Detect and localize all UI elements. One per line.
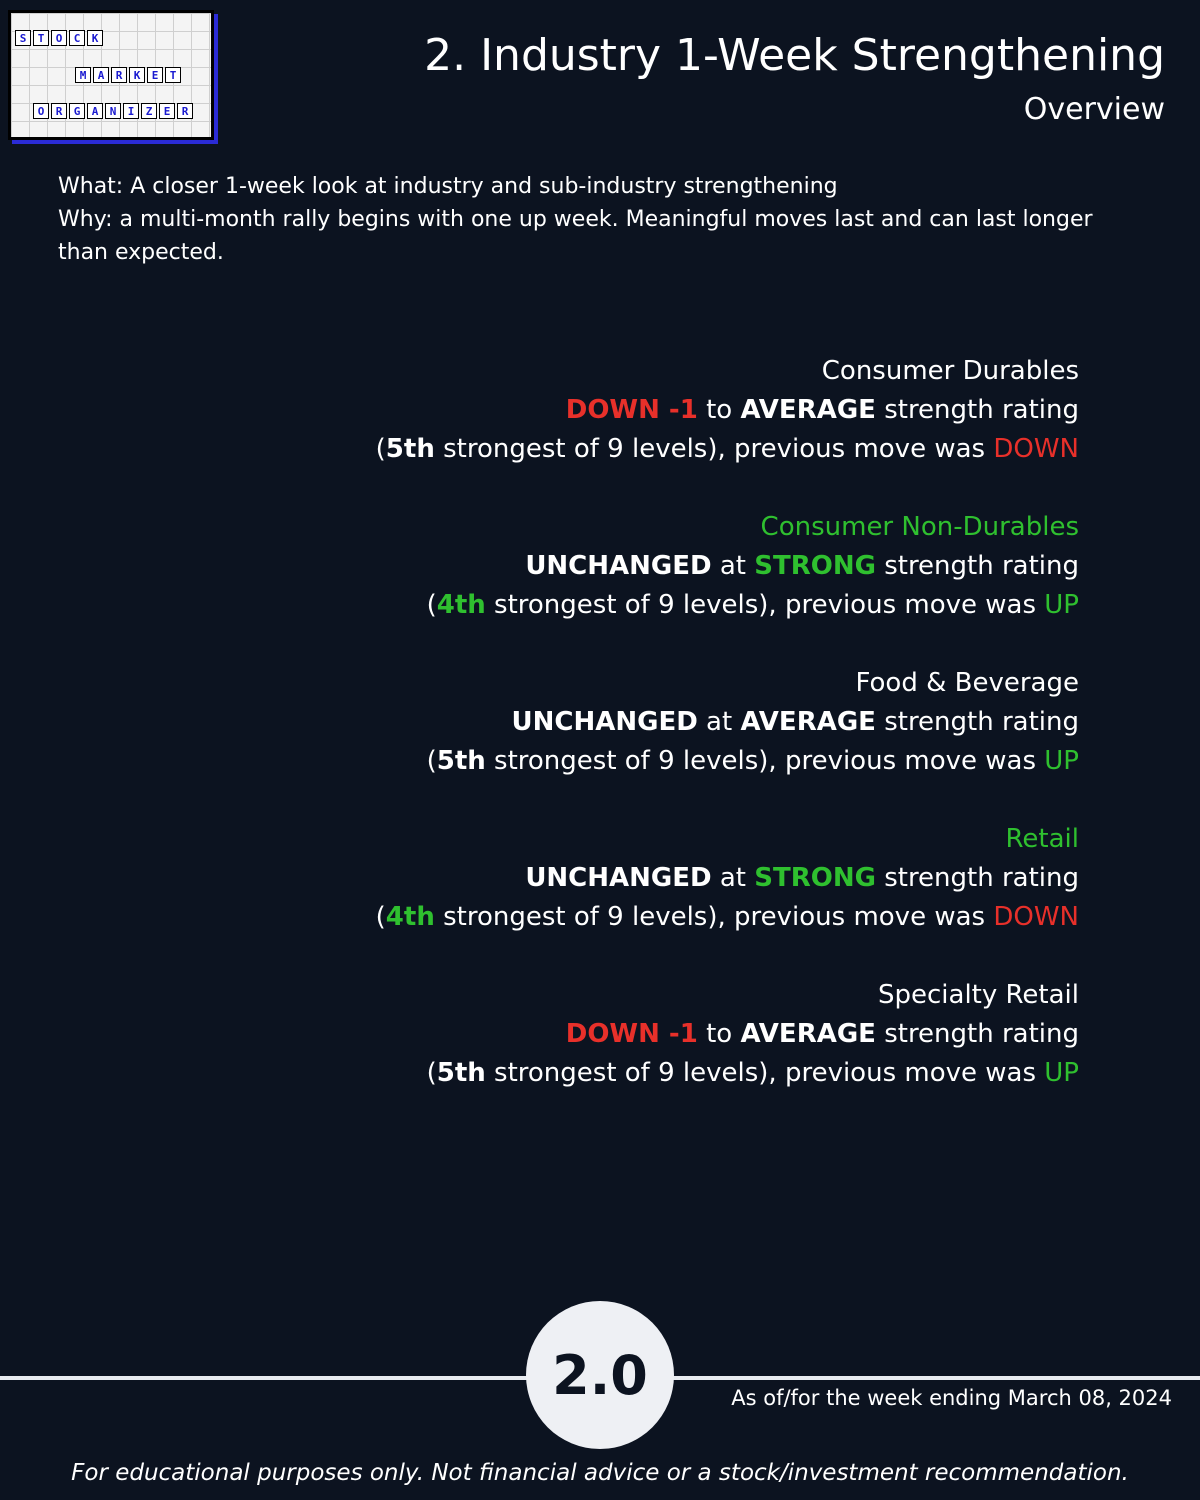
strength-line bbox=[179, 547, 1079, 586]
logo-letter: A bbox=[93, 67, 109, 83]
strength-suffix: strength rating bbox=[875, 395, 1079, 425]
logo-letter: T bbox=[33, 30, 49, 46]
rank-label: 5th bbox=[436, 1058, 486, 1088]
previous-move: UP bbox=[1044, 590, 1079, 620]
logo-letter: E bbox=[147, 67, 163, 83]
logo-letter: R bbox=[177, 103, 193, 119]
logo-letter: T bbox=[165, 67, 181, 83]
section-number-badge: 2.0 bbox=[526, 1301, 674, 1449]
strength-line bbox=[179, 859, 1079, 898]
rank-line bbox=[179, 586, 1079, 625]
logo-letter: I bbox=[123, 103, 139, 119]
connector: to bbox=[697, 1019, 741, 1049]
previous-move: UP bbox=[1044, 746, 1079, 776]
industry-item bbox=[179, 352, 1079, 469]
as-of-date: As of/for the week ending March 08, 2024 bbox=[731, 1386, 1172, 1410]
logo-letter: O bbox=[33, 103, 49, 119]
rank-suffix: strongest of 9 levels), previous move was bbox=[485, 590, 1045, 620]
connector: at bbox=[697, 707, 741, 737]
rank-line bbox=[179, 898, 1079, 937]
rank-suffix: strongest of 9 levels), previous move was bbox=[434, 902, 994, 932]
previous-move: UP bbox=[1044, 1058, 1079, 1088]
connector: at bbox=[711, 863, 755, 893]
page-title: 2. Industry 1-Week Strengthening bbox=[424, 30, 1165, 81]
logo-letter: S bbox=[15, 30, 31, 46]
connector: at bbox=[711, 551, 755, 581]
previous-move: DOWN bbox=[993, 902, 1079, 932]
logo-letter: R bbox=[111, 67, 127, 83]
strength-suffix: strength rating bbox=[875, 551, 1079, 581]
rating-label: AVERAGE bbox=[740, 395, 876, 425]
intro-why: Why: a multi-month rally begins with one up week. Meaningful moves last and can last longer than expected. bbox=[58, 207, 1093, 265]
move-label: UNCHANGED bbox=[525, 863, 712, 893]
move-label: UNCHANGED bbox=[525, 551, 712, 581]
connector: to bbox=[697, 395, 741, 425]
strength-line bbox=[179, 1015, 1079, 1054]
industry-item bbox=[179, 664, 1079, 781]
strength-suffix: strength rating bbox=[875, 707, 1079, 737]
page-subtitle: Overview bbox=[1023, 92, 1165, 127]
rank-line bbox=[179, 742, 1079, 781]
paren: ( bbox=[375, 434, 386, 464]
paren: ( bbox=[426, 590, 437, 620]
rank-suffix: strongest of 9 levels), previous move was bbox=[485, 746, 1045, 776]
rank-label: 5th bbox=[436, 746, 486, 776]
industry-item bbox=[179, 820, 1079, 937]
industry-name: Specialty Retail bbox=[878, 980, 1079, 1010]
industry-name: Consumer Durables bbox=[821, 356, 1079, 386]
logo-letter: A bbox=[87, 103, 103, 119]
rating-label: STRONG bbox=[754, 863, 876, 893]
rating-label: AVERAGE bbox=[740, 1019, 876, 1049]
rank-label: 4th bbox=[385, 902, 435, 932]
stock-market-organizer-logo bbox=[8, 10, 214, 140]
disclaimer: For educational purposes only. Not financial advice or a stock/investment recommendation. bbox=[71, 1460, 1129, 1486]
rating-label: STRONG bbox=[754, 551, 876, 581]
intro-text bbox=[58, 170, 1118, 269]
industry-name: Food & Beverage bbox=[855, 668, 1079, 698]
strength-line bbox=[179, 703, 1079, 742]
paren: ( bbox=[426, 746, 437, 776]
logo-letter: K bbox=[129, 67, 145, 83]
logo-letter: K bbox=[87, 30, 103, 46]
previous-move: DOWN bbox=[993, 434, 1079, 464]
move-label: DOWN -1 bbox=[565, 1019, 698, 1049]
logo-row-market bbox=[75, 67, 181, 83]
rank-line bbox=[179, 1054, 1079, 1093]
paren: ( bbox=[426, 1058, 437, 1088]
industry-item bbox=[179, 976, 1079, 1093]
move-label: DOWN -1 bbox=[565, 395, 698, 425]
strength-line bbox=[179, 391, 1079, 430]
industry-item bbox=[179, 508, 1079, 625]
rank-line bbox=[179, 430, 1079, 469]
logo-row-organizer bbox=[33, 103, 193, 119]
rank-suffix: strongest of 9 levels), previous move was bbox=[434, 434, 994, 464]
intro-what: What: A closer 1-week look at industry and sub-industry strengthening bbox=[58, 174, 838, 199]
rank-label: 4th bbox=[436, 590, 486, 620]
industry-name: Consumer Non-Durables bbox=[760, 512, 1079, 542]
paren: ( bbox=[375, 902, 386, 932]
logo-letter: M bbox=[75, 67, 91, 83]
industry-name: Retail bbox=[1005, 824, 1079, 854]
logo-letter: N bbox=[105, 103, 121, 119]
logo-letter: R bbox=[51, 103, 67, 119]
industry-list bbox=[179, 352, 1079, 1132]
rating-label: AVERAGE bbox=[740, 707, 876, 737]
strength-suffix: strength rating bbox=[875, 863, 1079, 893]
logo-letter: C bbox=[69, 30, 85, 46]
logo-row-stock bbox=[15, 30, 103, 46]
logo-letter: E bbox=[159, 103, 175, 119]
rank-suffix: strongest of 9 levels), previous move was bbox=[485, 1058, 1045, 1088]
logo-letter: O bbox=[51, 30, 67, 46]
move-label: UNCHANGED bbox=[511, 707, 698, 737]
strength-suffix: strength rating bbox=[875, 1019, 1079, 1049]
logo-letter: G bbox=[69, 103, 85, 119]
logo-letter: Z bbox=[141, 103, 157, 119]
rank-label: 5th bbox=[385, 434, 435, 464]
